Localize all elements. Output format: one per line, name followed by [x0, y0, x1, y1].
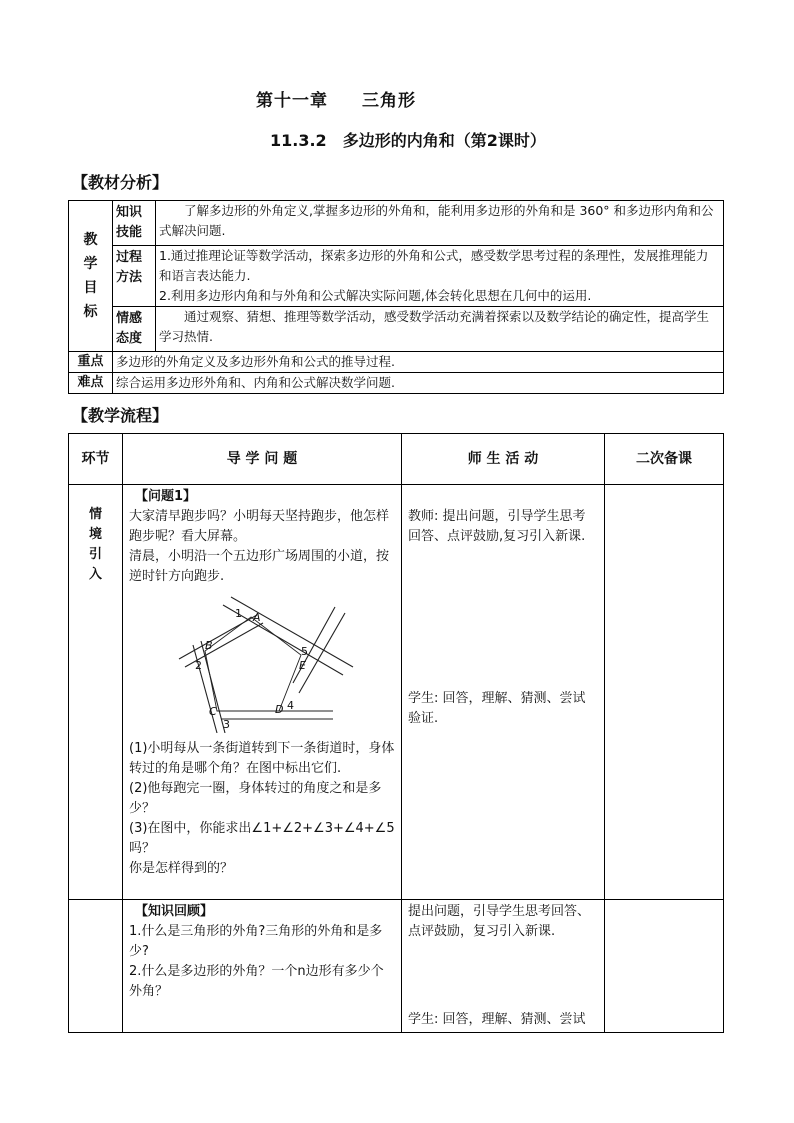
question-1-title: 【问题1】	[135, 489, 197, 504]
flow-row-review	[69, 900, 724, 1033]
student-activity-review: 学生: 回答，理解、猜测、尝试	[408, 1012, 586, 1027]
header-second-prep: 二次备课	[605, 434, 724, 485]
intro-para-1: 大家清早跑步吗？小明每天坚持跑步，他怎样跑步呢？看大屏幕。	[129, 509, 390, 544]
objective-label-process: 过程方法	[113, 246, 156, 307]
stage-intro-text: 情境引入	[88, 507, 102, 582]
process-line-1: 1.通过推理论证等数学活动，探索多边形的外角和公式，感受数学思考过程的条理性，发展推理能力和语言表达能力.	[159, 248, 709, 283]
label-B: B	[205, 639, 213, 652]
label-D: D	[275, 703, 284, 716]
analysis-row-emotion	[69, 307, 724, 352]
chapter-title	[256, 86, 416, 111]
label-A: A	[253, 611, 261, 624]
objective-text-process	[156, 246, 724, 307]
student-activity-intro: 学生: 回答，理解、猜测、尝试验证.	[408, 691, 586, 726]
analysis-row-difficult	[69, 373, 724, 394]
review-question-1: 1.什么是三角形的外角?三角形的外角和是多少?	[129, 924, 383, 959]
pentagon-street-diagram	[175, 593, 395, 733]
flow-table	[68, 433, 724, 1033]
question-1-4: 你是怎样得到的？	[129, 861, 234, 876]
stage-intro	[69, 485, 123, 900]
process-line-2: 2.利用多边形内角和与外角和公式解决实际问题,体会转化思想在几何中的运用.	[159, 288, 592, 303]
header-guide-questions: 导 学 问 题	[123, 434, 402, 485]
second-prep-cell-review	[605, 900, 724, 1033]
angle-label-3: 3	[223, 718, 230, 731]
analysis-table	[68, 200, 724, 394]
angle-label-5: 5	[301, 645, 308, 658]
question-1-2: (2)他每跑完一圈，身体转过的角度之和是多少？	[129, 781, 382, 816]
objective-label-emotion: 情感态度	[113, 307, 156, 352]
lesson-subtitle: 11.3.2 多边形的内角和（第2课时）	[270, 131, 546, 150]
activity-cell-intro	[402, 485, 605, 900]
difficult-point-text: 综合运用多边形外角和、内角和公式解决数学问题.	[113, 373, 724, 394]
question-1-3: (3)在图中，你能求出∠1+∠2+∠3+∠4+∠5吗？	[129, 821, 395, 856]
activity-cell-review	[402, 900, 605, 1033]
second-prep-cell-intro	[605, 485, 724, 900]
review-title: 【知识回顾】	[135, 904, 214, 919]
analysis-row-key	[69, 352, 724, 373]
teacher-activity-review: 提出问题，引导学生思考回答、点评鼓励，复习引入新课.	[408, 904, 591, 939]
guide-cell-intro	[123, 485, 402, 900]
flow-heading: 【教学流程】	[72, 406, 169, 425]
header-stage: 环节	[69, 434, 123, 485]
intro-para-2: 清晨，小明沿一个五边形广场周围的小道，按逆时针方向跑步.	[129, 549, 390, 584]
teacher-activity-intro: 教师: 提出问题，引导学生思考回答、点评鼓励,复习引入新课.	[408, 509, 586, 544]
chapter-topic: 三角形	[362, 91, 416, 111]
difficult-point-label: 难点	[69, 373, 113, 394]
flow-row-intro	[69, 485, 724, 900]
label-C: C	[209, 705, 217, 718]
objective-text-knowledge: 了解多边形的外角定义,掌握多边形的外角和，能利用多边形的外角和是 360° 和多边形内角和公式解决问题.	[156, 201, 724, 246]
question-1-1: (1)小明每从一条街道转到下一条街道时，身体转过的角是哪个角？在图中标出它们.	[129, 741, 395, 776]
analysis-row-process	[69, 246, 724, 307]
guide-cell-review	[123, 900, 402, 1033]
stage-review	[69, 900, 123, 1033]
analysis-row-knowledge	[69, 201, 724, 246]
review-question-2: 2.什么是多边形的外角？一个n边形有多少个外角？	[129, 964, 384, 999]
objective-text-emotion: 通过观察、猜想、推理等数学活动，感受数学活动充满着探索以及数学结论的确定性，提高学生学习热情.	[156, 307, 724, 352]
label-E: E	[299, 659, 306, 672]
analysis-heading: 【教材分析】	[72, 173, 169, 192]
objectives-label-text: 教学目标	[83, 232, 98, 320]
flow-header-row	[69, 434, 724, 485]
angle-label-4: 4	[287, 699, 294, 712]
objective-label-knowledge: 知识技能	[113, 201, 156, 246]
chapter-number: 第十一章	[256, 91, 328, 111]
objectives-label	[69, 201, 113, 352]
key-point-text: 多边形的外角定义及多边形外角和公式的推导过程.	[113, 352, 724, 373]
header-activities: 师 生 活 动	[402, 434, 605, 485]
angle-label-1: 1	[235, 607, 242, 620]
angle-label-2: 2	[195, 659, 202, 672]
key-point-label: 重点	[69, 352, 113, 373]
